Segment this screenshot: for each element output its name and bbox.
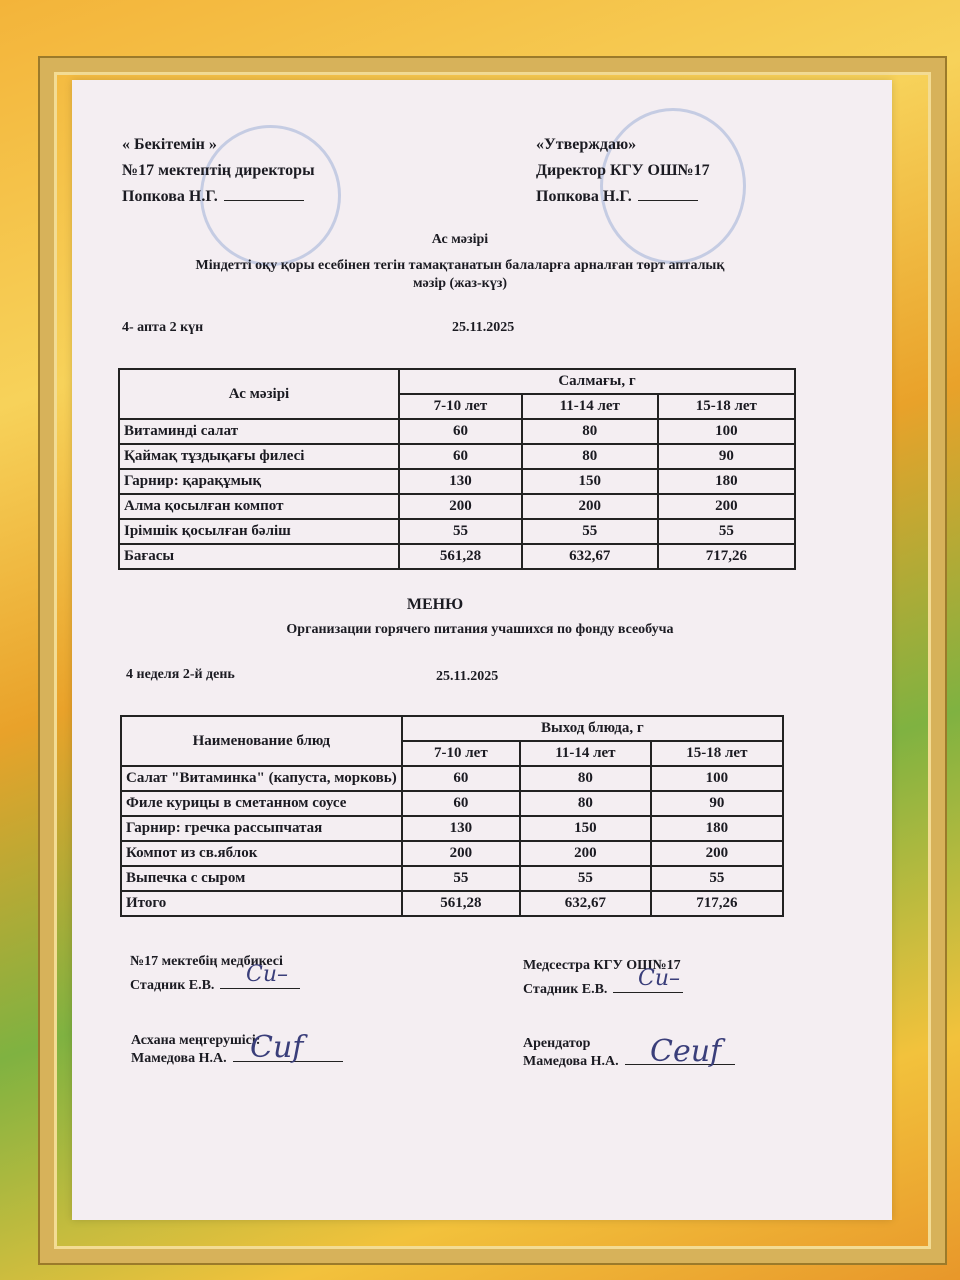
portion-value: 150 xyxy=(522,469,658,494)
signature-block-canteen xyxy=(131,1032,343,1068)
nurse-kz-title: №17 мектебің медбикесі xyxy=(130,954,283,969)
ru-age-header: 15-18 лет xyxy=(651,741,783,766)
approval-left-name: Попкова Н.Г. xyxy=(122,188,218,205)
kz-menu-title: Ас мәзірі xyxy=(431,232,489,247)
table-row xyxy=(119,469,795,494)
approval-right-line2: Директор КГУ ОШ№17 xyxy=(536,162,710,179)
portion-value: 130 xyxy=(402,816,520,841)
table-row xyxy=(121,766,783,791)
portion-value: 60 xyxy=(402,791,520,816)
portion-value: 80 xyxy=(520,766,651,791)
portion-value: 150 xyxy=(520,816,651,841)
signature-canteen: Cuf xyxy=(250,1030,304,1065)
portion-value: 55 xyxy=(658,519,795,544)
portion-value: 200 xyxy=(522,494,658,519)
portion-value: 180 xyxy=(658,469,795,494)
ru-col-output: Выход блюда, г xyxy=(402,716,783,741)
table-row xyxy=(121,891,783,916)
portion-value: 100 xyxy=(658,419,795,444)
kz-menu-subtitle: Міндетті оқу қоры есебінен тегін тамақтанатын балаларға арналған төрт апталық xyxy=(195,258,725,273)
canteen-kz-title: Асхана меңгерушісі: xyxy=(131,1033,261,1048)
table-row xyxy=(119,544,795,569)
portion-value: 55 xyxy=(520,866,651,891)
portion-value: 100 xyxy=(651,766,783,791)
table-row xyxy=(121,791,783,816)
portion-value: 200 xyxy=(658,494,795,519)
nurse-ru-name: Стадник Е.В. xyxy=(523,982,608,997)
approval-left-line1: « Бекітемін » xyxy=(122,136,217,153)
portion-value: 55 xyxy=(402,866,520,891)
approval-right-line1: «Утверждаю» xyxy=(536,136,637,153)
portion-value: 60 xyxy=(402,766,520,791)
dish-name: Компот из св.яблок xyxy=(121,841,402,866)
kz-age-header: 7-10 лет xyxy=(399,394,522,419)
kz-age-header: 11-14 лет xyxy=(522,394,658,419)
dish-name: Гарнир: гречка рассыпчатая xyxy=(121,816,402,841)
ru-age-header: 7-10 лет xyxy=(402,741,520,766)
table-row xyxy=(119,519,795,544)
dish-name: Ірімшік қосылған бәліш xyxy=(119,519,399,544)
table-row xyxy=(121,816,783,841)
portion-value: 561,28 xyxy=(399,544,522,569)
dish-name: Бағасы xyxy=(119,544,399,569)
ru-menu-table xyxy=(120,715,784,917)
tenant-ru-name: Мамедова Н.А. xyxy=(523,1054,619,1069)
table-row xyxy=(119,444,795,469)
dish-name: Қаймақ тұздықағы филесі xyxy=(119,444,399,469)
portion-value: 80 xyxy=(520,791,651,816)
kz-week-day: 4- апта 2 күн xyxy=(122,320,204,335)
ru-menu-subtitle: Организации горячего питания учашихся по фонду всеобуча xyxy=(286,622,674,637)
portion-value: 55 xyxy=(399,519,522,544)
portion-value: 90 xyxy=(651,791,783,816)
dish-name: Салат "Витаминка" (капуста, морковь) xyxy=(121,766,402,791)
kz-menu-table xyxy=(118,368,796,570)
kz-age-header: 15-18 лет xyxy=(658,394,795,419)
signature-nurse-kz: Cи– xyxy=(246,962,289,987)
portion-value: 80 xyxy=(522,419,658,444)
ru-date: 25.11.2025 xyxy=(436,669,499,684)
table-row xyxy=(121,841,783,866)
kz-col-name: Ас мәзірі xyxy=(119,369,399,419)
portion-value: 561,28 xyxy=(402,891,520,916)
portion-value: 632,67 xyxy=(520,891,651,916)
portion-value: 130 xyxy=(399,469,522,494)
dish-name: Филе курицы в сметанном соусе xyxy=(121,791,402,816)
portion-value: 60 xyxy=(399,419,522,444)
ru-menu-title: МЕНЮ xyxy=(406,596,464,613)
dish-name: Итого xyxy=(121,891,402,916)
portion-value: 200 xyxy=(651,841,783,866)
table-row xyxy=(121,866,783,891)
dish-name: Гарнир: қарақұмық xyxy=(119,469,399,494)
nurse-ru-title: Медсестра КГУ ОШ№17 xyxy=(523,958,681,973)
table-row xyxy=(119,494,795,519)
ru-col-name: Наименование блюд xyxy=(121,716,402,766)
ru-week-day: 4 неделя 2-й день xyxy=(126,667,235,682)
kz-col-weight: Салмағы, г xyxy=(399,369,795,394)
approval-left xyxy=(122,132,315,210)
dish-name: Витаминді салат xyxy=(119,419,399,444)
kz-menu-subtitle-2: мәзір (жаз-күз) xyxy=(412,276,507,291)
signature-nurse-ru: Cи– xyxy=(638,966,681,991)
approval-left-line2: №17 мектептің директоры xyxy=(122,162,315,179)
tenant-ru-title: Арендатор xyxy=(523,1036,591,1051)
approval-right-name: Попкова Н.Г. xyxy=(536,188,632,205)
nurse-kz-name: Стадник Е.В. xyxy=(130,978,215,993)
portion-value: 180 xyxy=(651,816,783,841)
portion-value: 200 xyxy=(402,841,520,866)
portion-value: 200 xyxy=(399,494,522,519)
portion-value: 200 xyxy=(520,841,651,866)
approval-right xyxy=(536,132,710,210)
portion-value: 717,26 xyxy=(651,891,783,916)
portion-value: 632,67 xyxy=(522,544,658,569)
kz-date: 25.11.2025 xyxy=(452,320,515,335)
portion-value: 60 xyxy=(399,444,522,469)
dish-name: Выпечка с сыром xyxy=(121,866,402,891)
portion-value: 717,26 xyxy=(658,544,795,569)
signature-tenant: Ceuf xyxy=(650,1034,722,1069)
ru-age-header: 11-14 лет xyxy=(520,741,651,766)
dish-name: Алма қосылған компот xyxy=(119,494,399,519)
portion-value: 80 xyxy=(522,444,658,469)
portion-value: 55 xyxy=(522,519,658,544)
table-row xyxy=(119,419,795,444)
portion-value: 90 xyxy=(658,444,795,469)
canteen-kz-name: Мамедова Н.А. xyxy=(131,1051,227,1066)
portion-value: 55 xyxy=(651,866,783,891)
